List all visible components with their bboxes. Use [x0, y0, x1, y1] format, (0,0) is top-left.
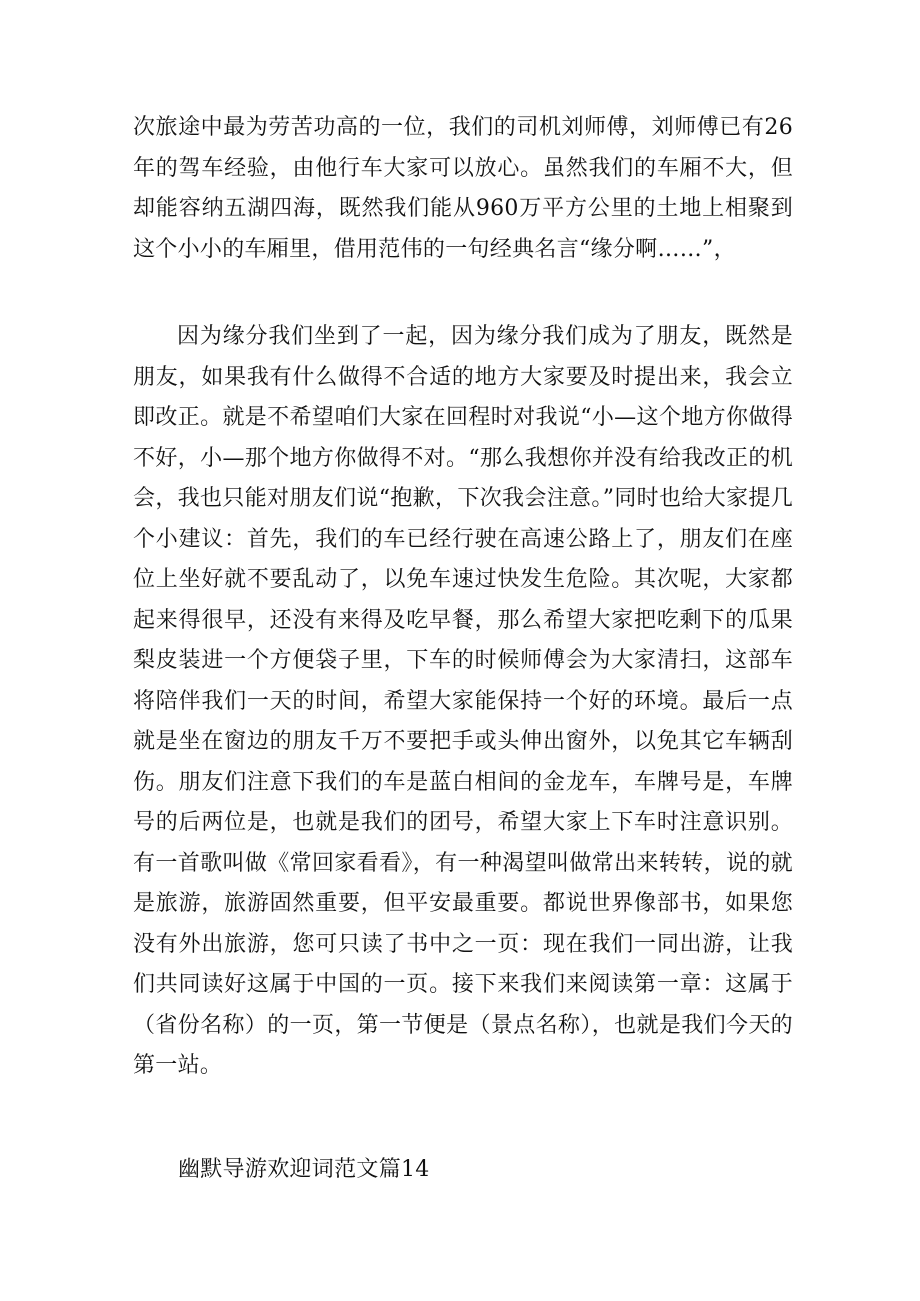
paragraph-travel-tips: 因为缘分我们坐到了一起，因为缘分我们成为了朋友，既然是朋友，如果我有什么做得不合适的地方大家要及时提出来，我会立即改正。就是不希望咱们大家在回程时对我说“小—这个地方你做得不好，小—那个地方你做得不对。“那么我想你并没有给我改正的机会，我也只能对朋友们说“抱歉，下次我会注意。”同时也给大家提几个小建议：首先，我们的车已经行驶在高速公路上了，朋友们在座位上坐好就不要乱动了，以免车速过快发生危险。其次呢，大家都起来得很早，还没有来得及吃早餐，那么希望大家把吃剩下的瓜果梨皮装进一个方便袋子里，下车的时候师傅会为大家清扫，这部车将陪伴我们一天的时间，希望大家能保持一个好的环境。最后一点就是坐在窗边的朋友千万不要把手或头伸出窗外，以免其它车辆刮伤。朋友们注意下我们的车是蓝白相间的金龙车，车牌号是，车牌号的后两位是，也就是我们的团号，希望大家上下车时注意识别。有一首歌叫做《常回家看看》，有一种渴望叫做常出来转转，说的就是旅游，旅游固然重要，但平安最重要。都说世界像部书，如果您没有外出旅游，您可只读了书中之一页：现在我们一同出游，让我们共同读好这属于中国的一页。接下来我们来阅读第一章：这属于（省份名称）的一页，第一节便是（景点名称），也就是我们今天的第一站。	[133, 324, 793, 1078]
paragraph-driver-intro: 次旅途中最为劳苦功高的一位，我们的司机刘师傅，刘师傅已有26年的驾车经验，由他行车大家可以放心。虽然我们的车厢不大，但却能容纳五湖四海，既然我们能从960万平方公里的土地上相聚到这个小小的车厢里，借用范伟的一句经典名言“缘分啊……”，	[133, 115, 793, 262]
section-heading: 幽默导游欢迎词范文篇14	[178, 1157, 430, 1182]
